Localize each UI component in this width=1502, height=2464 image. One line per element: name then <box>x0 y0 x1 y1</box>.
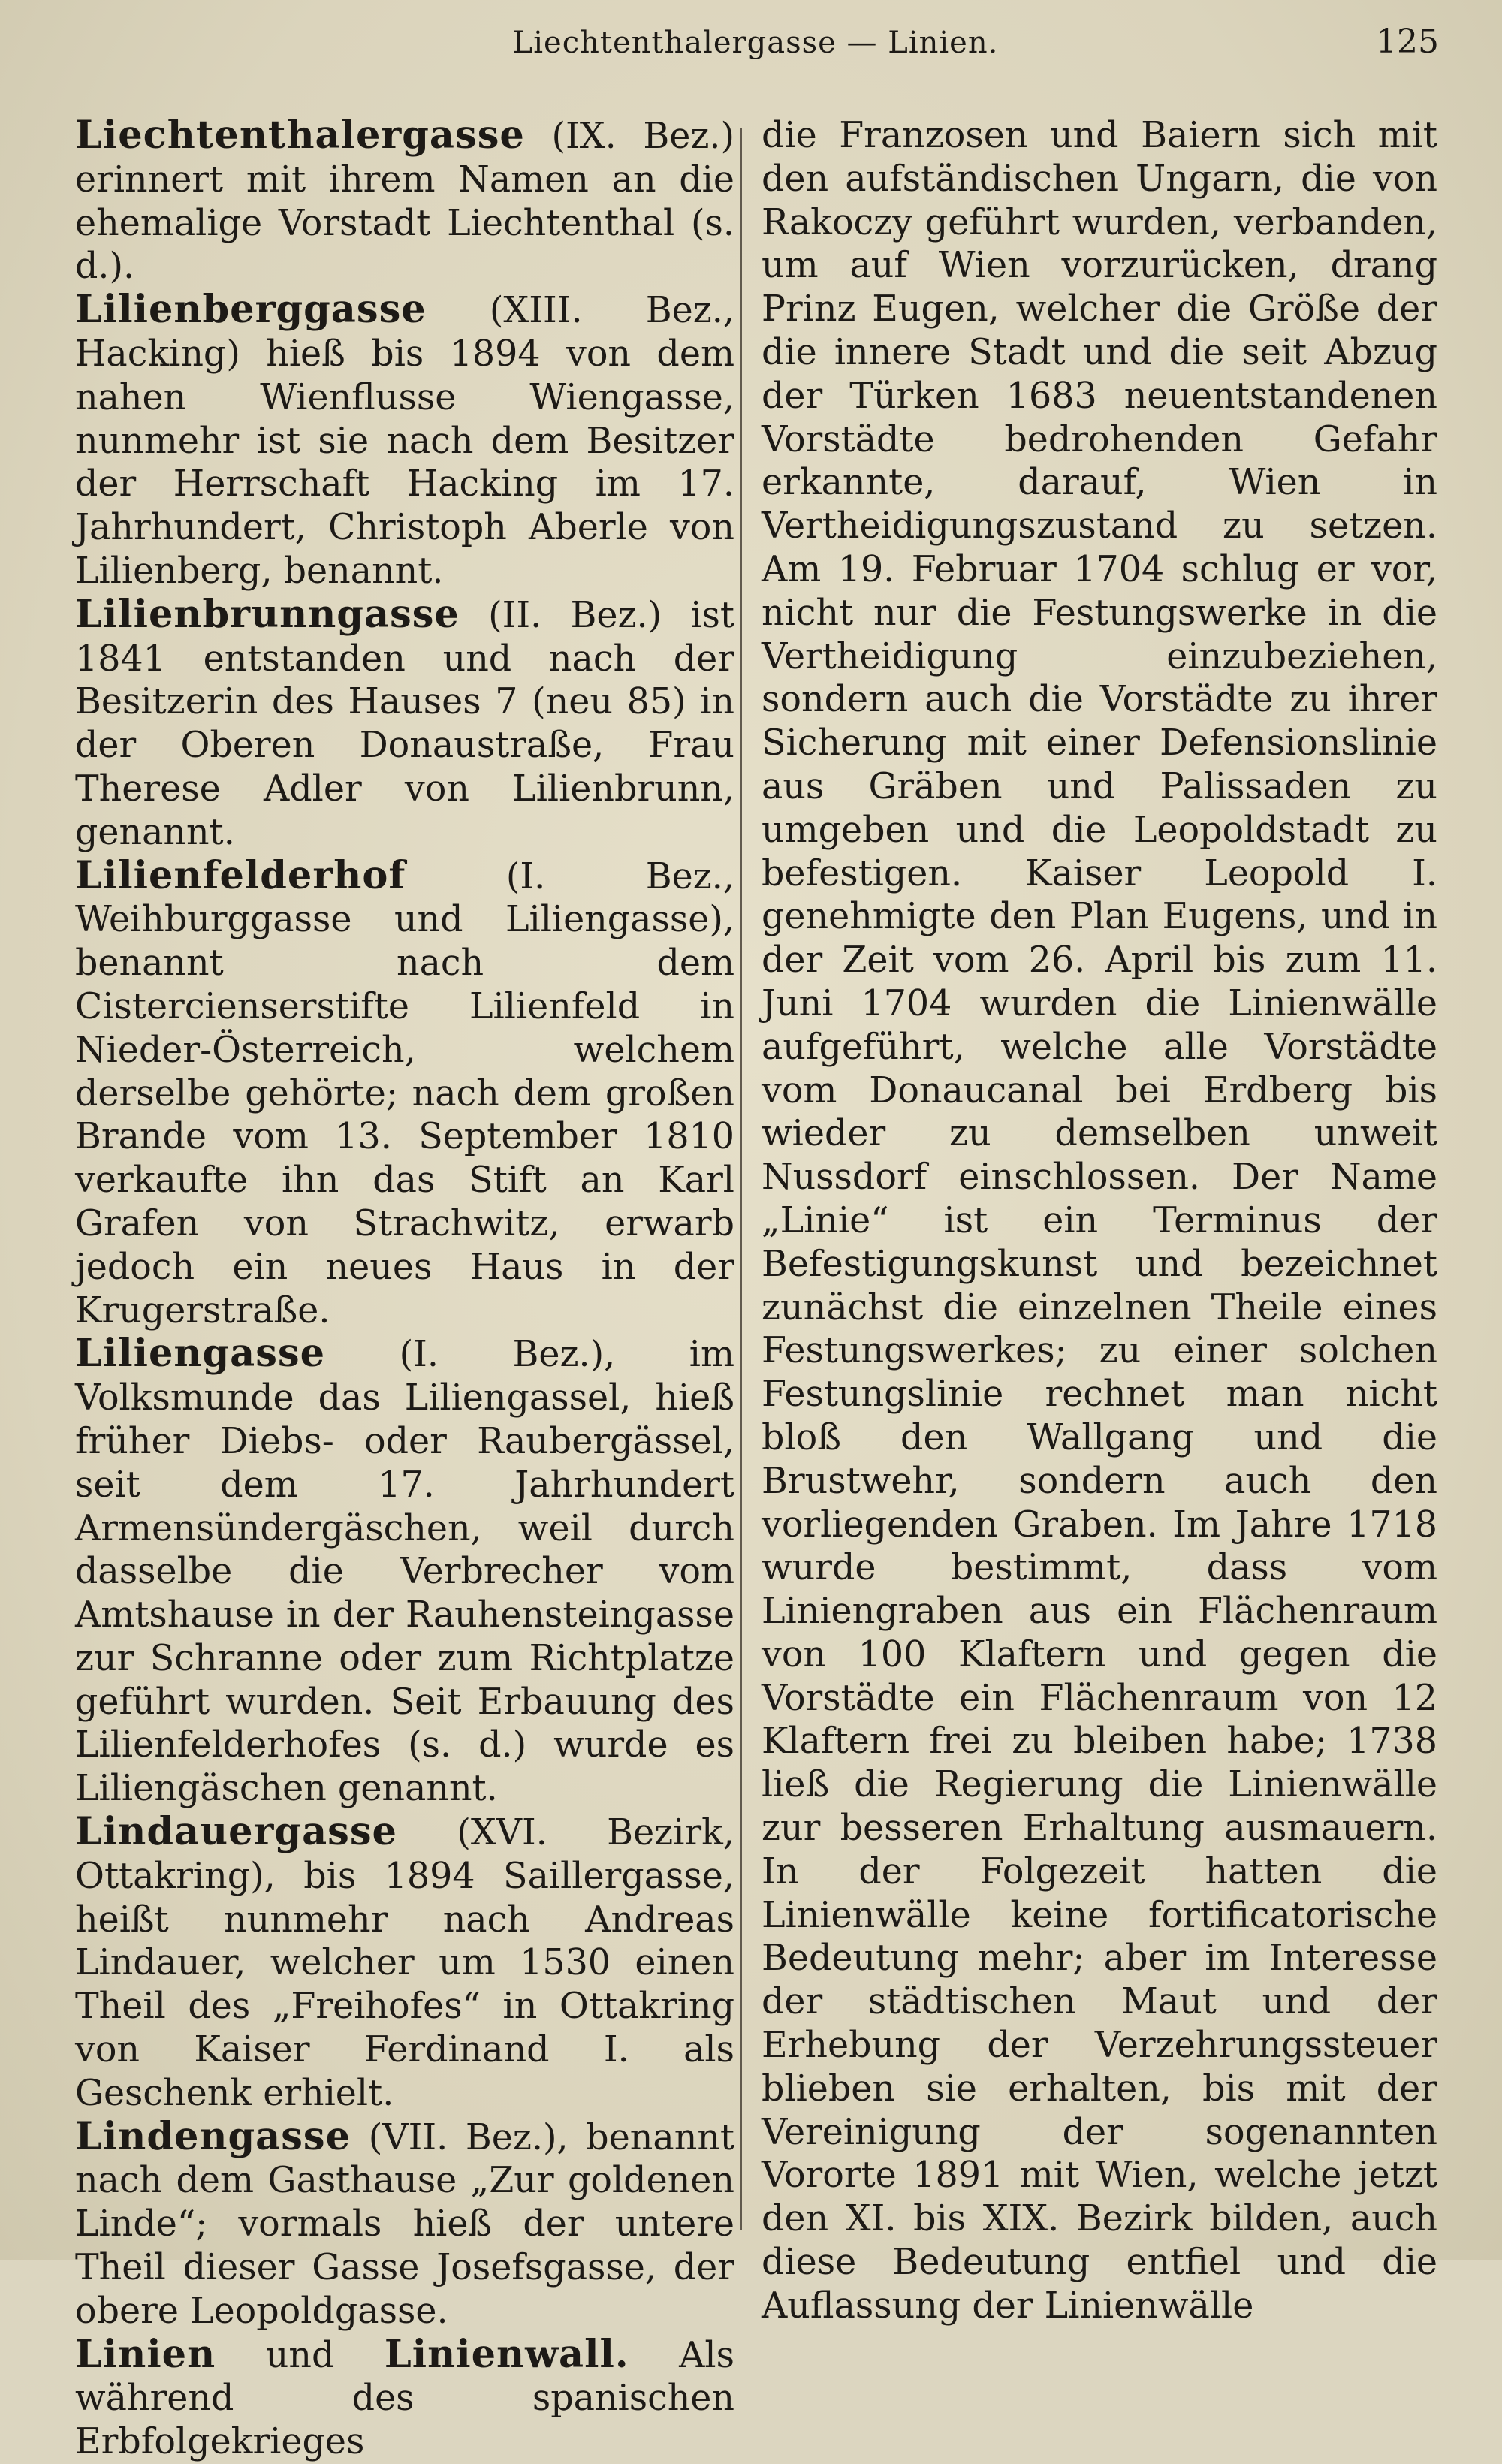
entry-lindengasse <box>75 2113 734 2333</box>
entry-lemma: Lindengasse <box>75 2113 351 2159</box>
entry-lemma: Lilienberggasse <box>75 287 427 333</box>
entry-text: (XIII. Bez., Hacking) hieß bis 1894 von dem nahen Wienflusse Wiengasse, nunmehr ist sie nach dem Besitzer der Herrschaft Hacking im 17. Jahrhundert, Christoph Aberle von Lilienberg, benannt. <box>75 290 734 592</box>
entry-text: (II. Bez.) ist 1841 entstanden und nach der Besitzerin des Hauses 7 (neu 85) in der Oberen Donaustraße, Frau Therese Adler von Lilienbrunn, genannt. <box>75 594 734 853</box>
entry-lemma: Lindauergasse <box>75 1809 397 1855</box>
entry-lilienberggasse <box>75 288 734 593</box>
page-number: 125 <box>1376 23 1439 61</box>
entry-text: (VII. Bez.), benannt nach dem Gasthause „Zur goldenen Linde“; vormals hieß der untere Theil dieser Gasse Josefsgasse, der obere Leopoldgasse. <box>75 2116 734 2332</box>
entry-lemma: Liechtenthalergasse <box>75 113 525 158</box>
entry-text: (IX. Bez.) erinnert mit ihrem Namen an die ehemalige Vorstadt Liechtenthal (s. d.). <box>75 116 734 288</box>
entry-linien <box>75 2333 734 2464</box>
running-head: Liechtenthalergasse — Linien. <box>512 26 999 60</box>
entry-lilienfelderhof <box>75 852 734 1333</box>
entry-text: (XVI. Bezirk, Ottakring), bis 1894 Saillergasse, heißt nunmehr nach Andreas Lindauer, welcher um 1530 einen Theil des „Freihofes“ in Ottakring von Kaiser Ferdinand I. als Geschenk erhielt. <box>75 1812 734 2114</box>
entry-lemma: Linien <box>75 2331 216 2377</box>
right-column <box>762 114 1437 2328</box>
entry-lindauergasse <box>75 1811 734 2116</box>
entry-connector: und <box>216 2334 385 2376</box>
entry-linien-continued: die Franzosen und Baiern sich mit den aufständischen Ungarn, die von Rakoczy geführt wurden, verbanden, um auf Wien vorzurücken, drang Prinz Eugen, welcher die Größe der die innere Stadt und die seit Abzug der Türken 1683 neuentstandenen Vorstädte bedrohenden Gefahr erkannte, darauf, Wien in Vertheidigungszustand zu setzen. Am 19. Februar 1704 schlug er vor, nicht nur die Festungswerke in die Vertheidigung einzubeziehen, sondern auch die Vorstädte zu ihrer Sicherung mit einer Defensionslinie aus Gräben und Palissaden zu umgeben und die Leopoldstadt zu befestigen. Kaiser Leopold I. genehmigte den Plan Eugens, und in der Zeit vom 26. April bis zum 11. Juni 1704 wurden die Linienwälle aufgeführt, welche alle Vorstädte vom Donaucanal bei Erdberg bis wieder zu demselben unweit Nussdorf einschlossen. Der Name „Linie“ ist ein Terminus der Befestigungskunst und bezeichnet zunächst die einzelnen Theile eines Festungswerkes; zu einer solchen Festungslinie rechnet man nicht bloß den Wallgang und die Brustwehr, sondern auch den vorliegenden Graben. Im Jahre 1718 wurde bestimmt, dass vom Liniengraben aus ein Flächenraum von 100 Klaftern und gegen die Vorstädte ein Flächenraum von 12 Klaftern frei zu bleiben habe; 1738 ließ die Regierung die Linienwälle zur besseren Erhaltung ausmauern. In der Folgezeit hatten die Linienwälle keine fortificatorische Bedeutung mehr; aber im Interesse der städtischen Maut und der Erhebung der Verzehrungssteuer blieben sie erhalten, bis mit der Vereinigung der sogenannten Vororte 1891 mit Wien, welche jetzt den XI. bis XIX. Bezirk bilden, auch diese Bedeutung entfiel und die Auflassung der Linienwälle <box>762 115 1437 2327</box>
entry-lemma: Liliengasse <box>75 1331 326 1377</box>
entry-lemma-second: Linienwall. <box>384 2331 629 2377</box>
column-divider <box>740 128 742 2230</box>
entry-lilienbrunngasse <box>75 593 734 855</box>
entry-text: (I. Bez.), im Volksmunde das Liliengassel, hieß früher Diebs- oder Raubergässel, seit dem 17. Jahrhundert Armensündergäschen, weil durch dasselbe die Verbrecher vom Amtshause in der Rauhensteingasse zur Schranne oder zum Richtplatze geführt wurden. Seit Erbauung des Lilienfelderhofes (s. d.) wurde es Liliengäschen genannt. <box>75 1334 734 1810</box>
entry-liechtenthalergasse <box>75 114 734 288</box>
page-header <box>72 20 1439 72</box>
entry-liliengasse <box>75 1332 734 1811</box>
entry-lemma: Lilienfelderhof <box>75 852 406 898</box>
entry-text: (I. Bez., Weihburggasse und Liliengasse), benannt nach dem Cistercienserstifte Lilienfeld in Nieder-Österreich, welchem derselbe gehörte; nach dem großen Brande vom 13. September 1810 verkaufte ihn das Stift an Karl Grafen von Strachwitz, erwarb jedoch ein neues Haus in der Krugerstraße. <box>75 855 734 1332</box>
entry-lemma: Lilienbrunngasse <box>75 591 460 637</box>
entry-text: Als während des spanischen Erbfolgekrieges <box>75 2334 734 2463</box>
left-column <box>75 114 734 2464</box>
